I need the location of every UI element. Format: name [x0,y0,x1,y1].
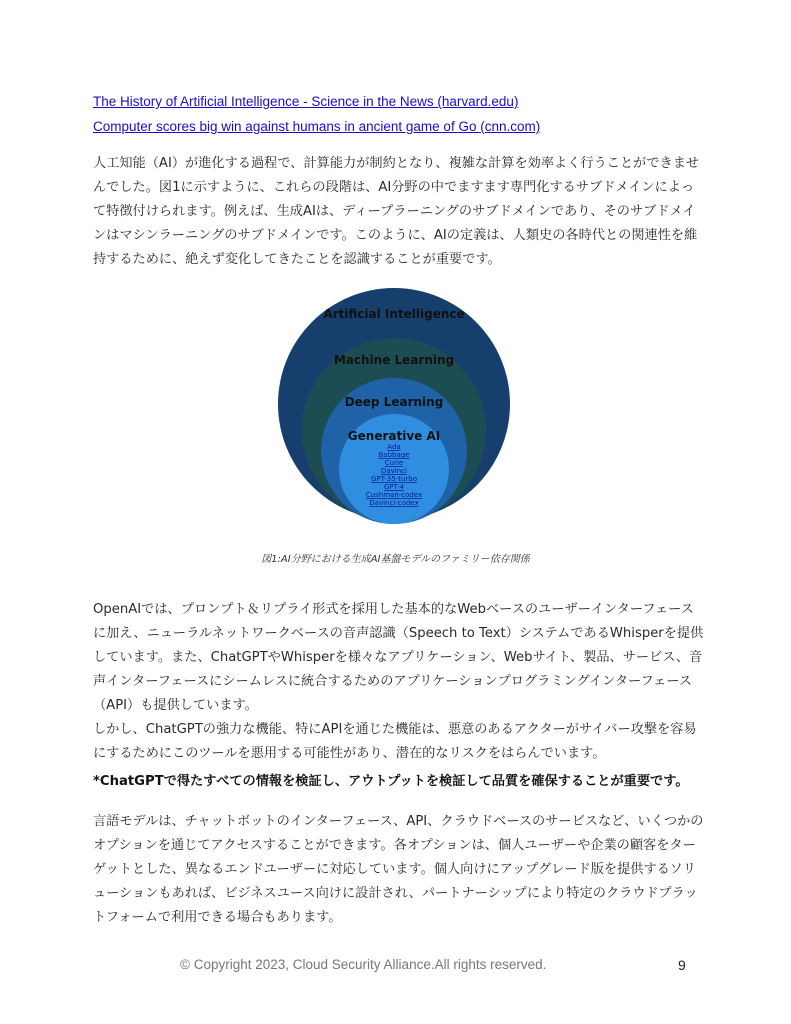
paragraph-openai: OpenAIでは、プロンプト＆リプライ形式を採用した基本的なWebベースのユーザーインターフェースに加え、ニューラルネットワークベースの音声認識（Speech to Text）システムであるWhisperを提供しています。また、ChatGPTやWhisperを様々なアプリケーション、Webサイト、製品、サービス、音声インターフェースにシームレスに統合するためのアプリケーションプログラミングインターフェース（API）も提供しています。 [93,602,704,713]
ai-nested-diagram [278,288,518,528]
harvard-link[interactable]: The History of Artificial Intelligence - Science in the News (harvard.edu) [93,94,519,109]
ml-label: Machine Learning [333,353,455,367]
model-link[interactable]: Curie [384,459,404,467]
paragraph-verify-note: *ChatGPTで得たすべての情報を検証し、アウトプットを検証して品質を確保することが重要です。 [93,774,689,789]
page-number: 9 [678,957,686,973]
dl-label: Deep Learning [344,395,444,409]
paragraph-access-options: 言語モデルは、チャットボットのインターフェース、API、クラウドベースのサービスなど、いくつかのオプションを通じてアクセスすることができます。各オプションは、個人ユーザーや企業の顧客をターゲットとした、異なるエンドユーザーに対応しています。個人向けにアップグレード版を提供するソリューションもあれば、ビジネスユース向けに設計され、パートナーシップにより特定のクラウドプラットフォームで利用できる場合もあります。 [93,814,704,925]
model-link[interactable]: Davinci-codex [369,499,419,507]
paragraph-risk: しかし、ChatGPTの強力な機能、特にAPIを通じた機能は、悪意のあるアクターがサイバー攻撃を容易にするためにこのツールを悪用する可能性があり、潜在的なリスクをはらんでいます。 [93,722,697,761]
model-link[interactable]: Cushman-codex [365,491,423,499]
model-link[interactable]: Davinci [381,467,407,475]
genai-label: Generative AI [347,429,441,443]
model-link[interactable]: Ada [387,443,401,451]
ai-label: Artificial Intelligence [323,307,465,321]
copyright-footer: © Copyright 2023, Cloud Security Alliance.All rights reserved. [180,957,547,972]
model-link[interactable]: GPT-35-turbo [370,475,418,483]
paragraph-ai-evolution: 人工知能（AI）が進化する過程で、計算能力が制約となり、複雑な計算を効率よく行うことができませんでした。図1に示すように、これらの段階は、AI分野の中でますます専門化するサブドメインによって特徴付けられます。例えば、生成AIは、ディープラーニングのサブドメインであり、そのサブドメインはマシンラーニングのサブドメインです。このように、AIの定義は、人類史の各時代との関連性を維持するために、絶えず変化してきたことを認識することが重要です。 [93,156,700,267]
cnn-link[interactable]: Computer scores big win against humans in ancient game of Go (cnn.com) [93,119,541,134]
model-link[interactable]: GPT-4 [383,483,405,491]
model-link[interactable]: Babbage [378,451,410,459]
figure-caption: 図1:AI分野における生成AI基盤モデルのファミリー依存関係 [261,554,530,565]
